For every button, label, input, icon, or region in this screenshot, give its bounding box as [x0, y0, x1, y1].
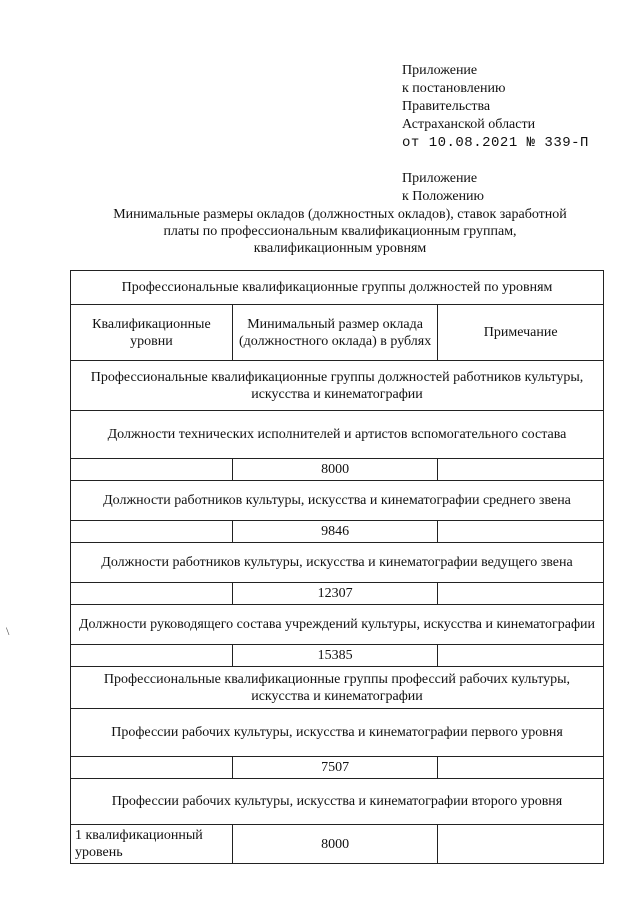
salary-value: 9846: [232, 521, 438, 543]
note-cell: [438, 825, 604, 864]
title-line: Минимальные размеры окладов (должностных окладов), ставок заработной: [113, 207, 567, 222]
group-header: Профессии рабочих культуры, искусства и кинематографии первого уровня: [71, 709, 604, 757]
title-line: платы по профессиональным квалификационным группам,: [163, 224, 517, 239]
salary-value: 8000: [232, 825, 438, 864]
level-cell: [71, 757, 233, 779]
salary-value: 7507: [232, 757, 438, 779]
appendix-line: Приложение: [402, 63, 478, 78]
level-cell: [71, 521, 233, 543]
note-cell: [438, 757, 604, 779]
spacer: [402, 152, 589, 170]
order-date-number: от 10.08.2021 № 339-П: [402, 135, 589, 151]
level-cell: [71, 645, 233, 667]
note-cell: [438, 583, 604, 605]
column-header-note: Примечание: [438, 305, 604, 361]
appendix-line: к постановлению: [402, 81, 506, 96]
group-header: Должности технических исполнителей и артистов вспомогательного состава: [71, 411, 604, 459]
note-cell: [438, 645, 604, 667]
appendix-line: к Положению: [402, 189, 485, 204]
document-title: [60, 206, 620, 257]
appendix-line: Правительства: [402, 99, 491, 114]
section-header: Профессиональные квалификационные группы профессий рабочих культуры, искусства и кинематографии: [71, 667, 604, 709]
level-cell: 1 квалификационный уровень: [71, 825, 233, 864]
table-main-header: Профессиональные квалификационные группы должностей по уровням: [71, 271, 604, 305]
appendix-line: Приложение: [402, 171, 478, 186]
section-header: Профессиональные квалификационные группы должностей работников культуры, искусства и кинематографии: [71, 361, 604, 411]
note-cell: [438, 459, 604, 481]
salary-value: 8000: [232, 459, 438, 481]
column-header-min-salary: Минимальный размер оклада (должностного оклада) в рублях: [232, 305, 438, 361]
salary-value: 12307: [232, 583, 438, 605]
appendix-line: Астраханской области: [402, 117, 536, 132]
margin-mark: \: [6, 624, 10, 638]
level-cell: [71, 583, 233, 605]
level-cell: [71, 459, 233, 481]
group-header: Должности работников культуры, искусства и кинематографии ведущего звена: [71, 543, 604, 583]
column-header-levels: Квалификационные уровни: [71, 305, 233, 361]
note-cell: [438, 521, 604, 543]
appendix-block: [402, 62, 589, 206]
group-header: Должности работников культуры, искусства и кинематографии среднего звена: [71, 481, 604, 521]
salary-table: [70, 270, 604, 864]
group-header: Должности руководящего состава учреждений культуры, искусства и кинематографии: [71, 605, 604, 645]
salary-value: 15385: [232, 645, 438, 667]
title-line: квалификационным уровням: [253, 241, 427, 256]
group-header: Профессии рабочих культуры, искусства и кинематографии второго уровня: [71, 779, 604, 825]
